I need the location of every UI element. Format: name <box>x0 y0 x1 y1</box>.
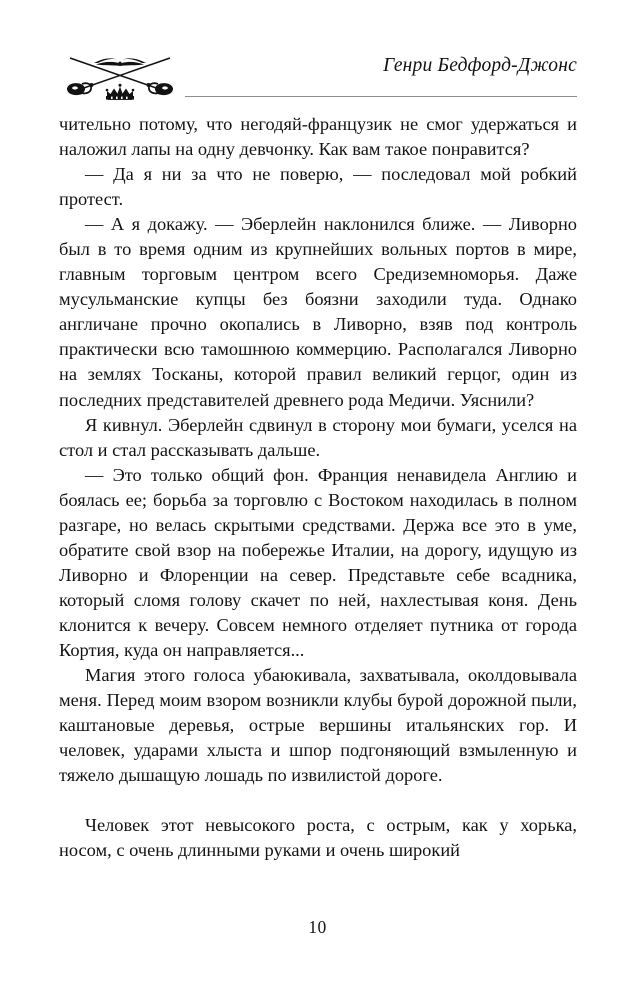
body-text <box>59 112 577 863</box>
paragraph: — Да я ни за что не поверю, — последовал мой робкий протест. <box>59 164 577 210</box>
crossed-sabers-eagle-crown-ornament <box>58 52 182 100</box>
paragraph: Я кивнул. Эберлейн сдвинул в сторону мои бумаги, уселся на стол и стал рассказывать дальше. <box>59 414 577 460</box>
paragraph: Магия этого голоса убаюкивала, захватывала, околдовывала меня. Перед моим взором возникли клубы бурой дорожной пыли, каштановые деревья, острые вершины итальянских гор. И человек, ударами хлыста и шпор подгоняющий взмыленную и тяжело дышащую лошадь по извилистой дороге. <box>59 665 577 786</box>
running-header <box>58 52 577 104</box>
paragraph-section-start: Человек этот невысокого роста, с острым, как у хорька, носом, с очень длинными руками и очень широкий <box>59 815 577 861</box>
paragraph: — А я докажу. — Эберлейн наклонился ближе. — Ливорно был в то время одним из крупнейших вольных портов в мире, главным торговым центром всего Средиземноморья. Даже мусульманские купцы без боязни заходили туда. Однако англичане прочно окопались в Ливорно, взяв под контроль практически всю тамошнюю коммерцию. Располагался Ливорно на землях Тосканы, которой правил великий герцог, один из последних представителей древнего рода Медичи. Уяснили? <box>59 214 577 410</box>
page-number: 10 <box>308 917 327 937</box>
paragraph-continuation: чительно потому, что негодяй-французик не смог удержаться и наложил лапы на одну девчонку. Как вам такое понравится? <box>59 114 577 160</box>
paragraph: — Это только общий фон. Франция ненавидела Англию и боялась ее; борьба за торговлю с Востоком находилась в полном разгаре, но велась скрытыми средствами. Держа все это в уме, обратите свой взор на побережье Италии, на дорогу, идущую из Ливорно и Флоренции на север. Представьте себе всадника, который сломя голову скачет по ней, нахлестывая коня. День клонится к вечеру. Совсем немного отделяет путника от города Кортия, куда он направляется... <box>59 464 577 660</box>
header-author-name: Генри Бедфорд-Джонс <box>383 55 577 76</box>
header-divider-rule <box>185 96 577 97</box>
